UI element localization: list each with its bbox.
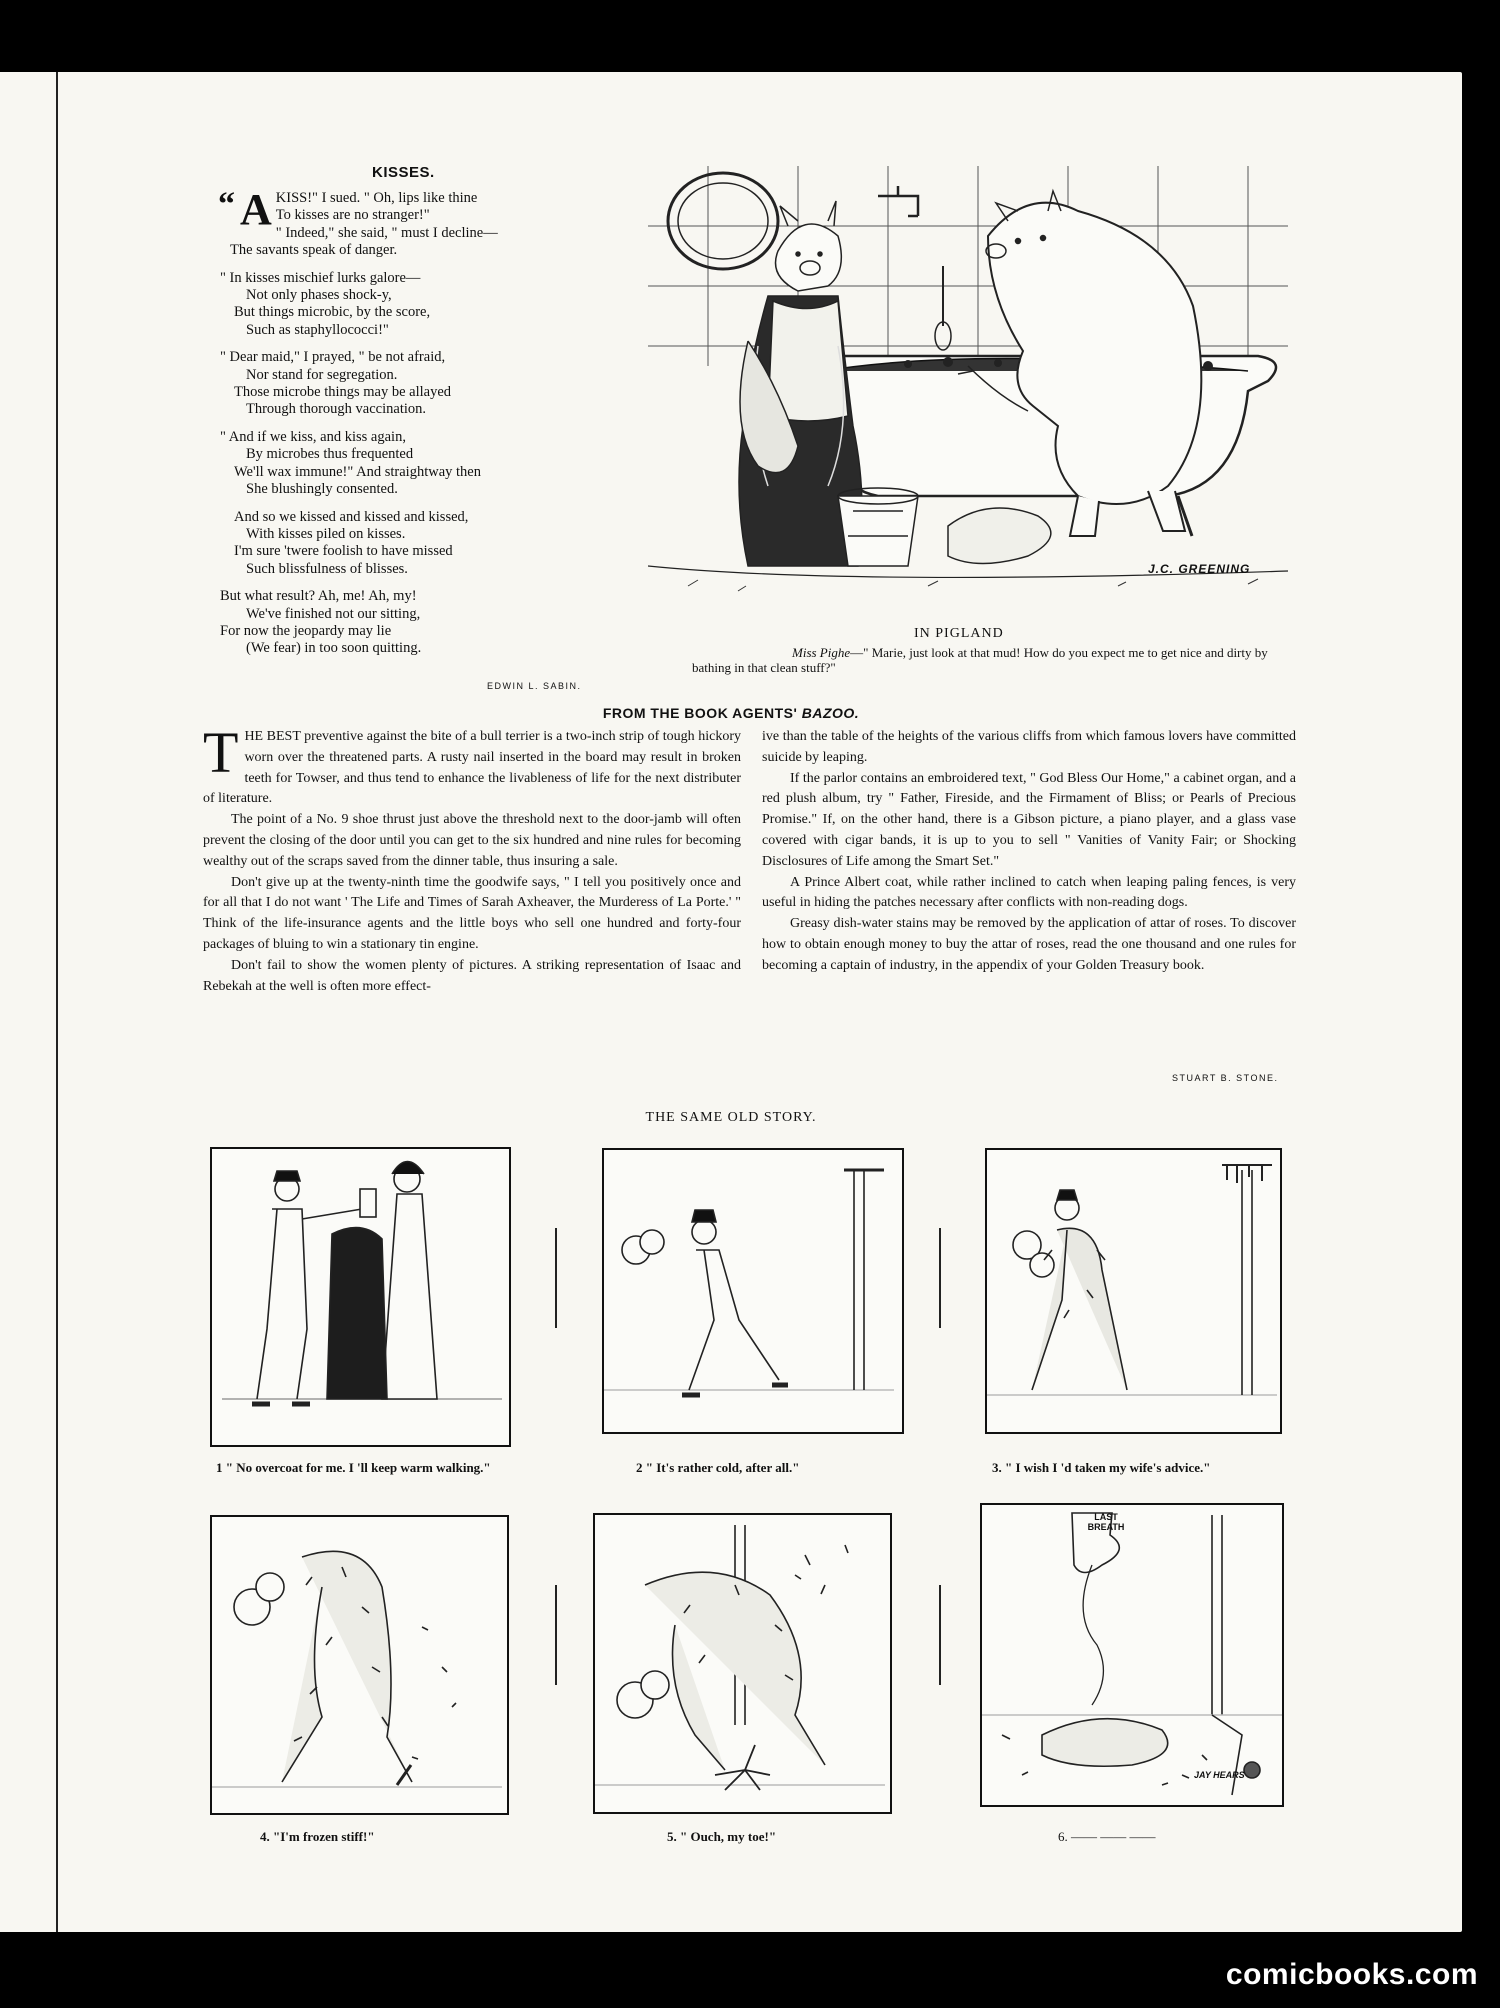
poem-line: And so we kissed and kissed and kissed, — [234, 508, 469, 525]
article-column-1 — [203, 720, 741, 997]
poem-stanza — [220, 429, 620, 499]
panel-5-caption: 5. " Ouch, my toe!" — [667, 1829, 777, 1844]
panel-6-signature: JAY HEARS — [1194, 1770, 1245, 1780]
poem-line: Through thorough vaccination. — [246, 401, 426, 418]
pigland-cartoon — [648, 166, 1288, 606]
poem-line: KISS!" I sued. " Oh, lips like thine — [275, 190, 478, 206]
comic-panel-2 — [602, 1148, 904, 1434]
cartoon-signature: J.C. GREENING — [1148, 562, 1251, 576]
poem-line: To kisses are no stranger!" — [275, 207, 430, 224]
poem-line: For now the jeopardy may lie — [220, 622, 392, 639]
poem-stanza — [220, 509, 620, 579]
article-drop-letter: T — [203, 720, 239, 785]
article-paragraph: A Prince Albert coat, while rather inclined to catch when leaping paling fences, is very useful in hiding the patches necessary after conflicts with non-reading dogs. — [762, 874, 1296, 911]
comic-panel-3 — [985, 1148, 1282, 1434]
panel-6-art — [982, 1505, 1282, 1805]
poem-stanza — [220, 270, 620, 340]
cartoon-speaker: Miss Pighe — [792, 645, 851, 660]
panel-3-art — [987, 1150, 1280, 1432]
comic-panel-4 — [210, 1515, 509, 1815]
page-gutter — [56, 72, 58, 1932]
poem-stanza — [218, 185, 620, 260]
article-paragraph — [203, 720, 741, 810]
cartoon-caption — [692, 645, 1292, 675]
poem-line: Not only phases shock-y, — [246, 287, 392, 304]
bottle-label: LAST BREATH — [1087, 1512, 1125, 1532]
article-author: STUART B. STONE. — [1172, 1073, 1279, 1083]
panel-5-art — [595, 1515, 890, 1812]
cartoon-dialogue: —" Marie, just look at that mud! How do you expect me to get nice and dirty by bathing in that clean stuff?" — [692, 645, 1268, 675]
comic-panel-1 — [210, 1147, 511, 1447]
article-column-2 — [762, 727, 1296, 977]
poem-line: But things microbic, by the score, — [234, 304, 431, 321]
panel-1-caption: 1 " No overcoat for me. I 'll keep warm walking." — [216, 1460, 491, 1475]
poem-line: The savants speak of danger. — [230, 242, 398, 259]
poem-line: She blushingly consented. — [246, 481, 398, 498]
comic-panel-6 — [980, 1503, 1284, 1807]
poem-line: Those microbe things may be allayed — [234, 384, 452, 401]
brand-watermark: comicbooks.com — [1225, 1958, 1478, 1991]
panel-3-caption: 3. " I wish I 'd taken my wife's advice." — [992, 1460, 1211, 1475]
poem-line: (We fear) in too soon quitting. — [246, 640, 422, 657]
poem-line: " Dear maid," I prayed, " be not afraid, — [220, 349, 446, 366]
panel-1-art — [212, 1149, 509, 1445]
cartoon-title: IN PIGLAND — [914, 626, 1004, 641]
poem-stanza — [220, 588, 620, 658]
panel-4-caption: 4. "I'm frozen stiff!" — [260, 1829, 375, 1844]
article-paragraph: Greasy dish-water stains may be removed by the application of attar of roses. To discover how to obtain enough money to buy the attar of roses, read the one thousand and one rules for becoming a captain of industry, in the appendix of your Golden Treasury book. — [762, 916, 1296, 973]
article-paragraph: ive than the table of the heights of the various cliffs from which famous lovers have committed suicide by leaping. — [762, 729, 1296, 765]
article-title-italic: BAZOO. — [801, 705, 860, 721]
panel-4-art — [212, 1517, 507, 1813]
poem-line: By microbes thus frequented — [246, 446, 414, 463]
poem-line: We've finished not our sitting, — [246, 605, 421, 622]
poem-line: Such as staphyllococci!" — [246, 321, 389, 338]
article-paragraph: Don't fail to show the women plenty of pictures. A striking representation of Isaac and Rebekah at the well is often more effect- — [203, 957, 741, 994]
poem-line: We'll wax immune!" And straightway then — [234, 463, 481, 480]
poem-stanza — [220, 349, 620, 419]
article-paragraph-text: HE BEST preventive against the bite of a bull terrier is a two-inch strip of tough hickory worn over the threatened parts. A rusty nail inserted in the board may result in broken teeth for Towser, and thus tend to enhance the livableness of life for the next distributer of literature. — [203, 729, 741, 807]
poem-drop-letter: A — [240, 185, 272, 234]
poem-line: But what result? Ah, me! Ah, my! — [220, 588, 417, 605]
panel-divider — [555, 1585, 557, 1685]
article-title — [0, 705, 1462, 721]
article-paragraph: The point of a No. 9 shoe thrust just above the threshold next to the door-jamb will often prevent the closing of the door until you can get to the six hundred and nine rules for becoming wealthy out of the scraps saved from the dinner table, thus insuring a sale. — [203, 812, 741, 869]
strip-title: THE SAME OLD STORY. — [645, 1110, 817, 1125]
poem-line: " In kisses mischief lurks galore— — [220, 269, 421, 286]
poem-title: KISSES. — [372, 164, 435, 181]
poem-line: Such blissfulness of blisses. — [246, 560, 408, 577]
poem-open-quote: “ — [218, 186, 235, 223]
panel-divider — [555, 1228, 557, 1328]
article-paragraph: If the parlor contains an embroidered text, " God Bless Our Home," a cabinet organ, and a red plush album, try " Father, Fireside, and the Firmament of Bliss; or Pearls of Precious Promise." If, on the other hand, there is a Gibson picture, a piano player, and a glass vase covered with cigar bands, it is up to you to sell " Vanities of Vanity Fair; or Shocking Disclosures of Life among the Smart Set." — [762, 770, 1296, 869]
poem — [218, 185, 620, 668]
comic-panel-5 — [593, 1513, 892, 1814]
pigland-illustration — [648, 166, 1288, 606]
poem-line: " And if we kiss, and kiss again, — [220, 428, 406, 445]
panel-divider — [939, 1228, 941, 1328]
article-title-main: FROM THE BOOK AGENTS' — [602, 705, 798, 721]
poem-line: I'm sure 'twere foolish to have missed — [234, 543, 453, 560]
panel-6-caption: 6. —— —— —— — [1058, 1829, 1156, 1844]
poem-line: With kisses piled on kisses. — [246, 525, 406, 542]
poem-line: " Indeed," she said, " must I decline— — [275, 224, 498, 241]
panel-divider — [939, 1585, 941, 1685]
poem-author: EDWIN L. SABIN. — [487, 681, 582, 691]
panel-2-art — [604, 1150, 902, 1432]
panel-2-caption: 2 " It's rather cold, after all." — [636, 1460, 800, 1475]
poem-line: Nor stand for segregation. — [246, 366, 398, 383]
article-paragraph: Don't give up at the twenty-ninth time the goodwife says, " I tell you positively once and for all that I do not want ' The Life and Times of Sarah Axheaver, the Murderess of La Porte.' " Think of the life-insurance agents and the little boys who sell one hundred and forty-four packages of bluing to win a stationary tin engine. — [203, 874, 741, 952]
